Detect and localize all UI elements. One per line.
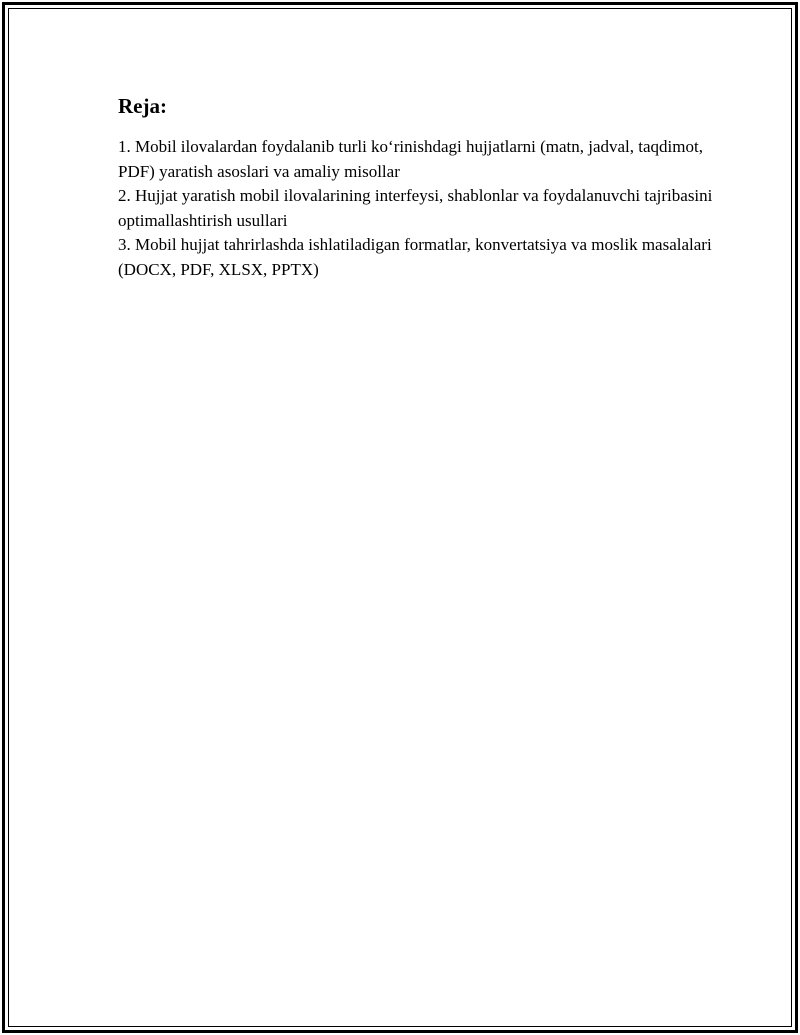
plan-list (118, 135, 718, 282)
document-heading: Reja: (118, 94, 167, 118)
document-content (118, 93, 718, 282)
plan-item-1: 1. Mobil ilovalardan foydalanib turli ko‘rinishdagi hujjatlarni (matn, jadval, taqdimot, PDF) yaratish asoslari va amaliy misollar (118, 137, 703, 181)
plan-item-2: 2. Hujjat yaratish mobil ilovalarining interfeysi, shablonlar va foydalanuvchi tajribasini optimallashtirish usullari (118, 186, 713, 230)
plan-item-3: 3. Mobil hujjat tahrirlashda ishlatiladigan formatlar, konvertatsiya va moslik masalalari (DOCX, PDF, XLSX, PPTX) (118, 235, 712, 279)
